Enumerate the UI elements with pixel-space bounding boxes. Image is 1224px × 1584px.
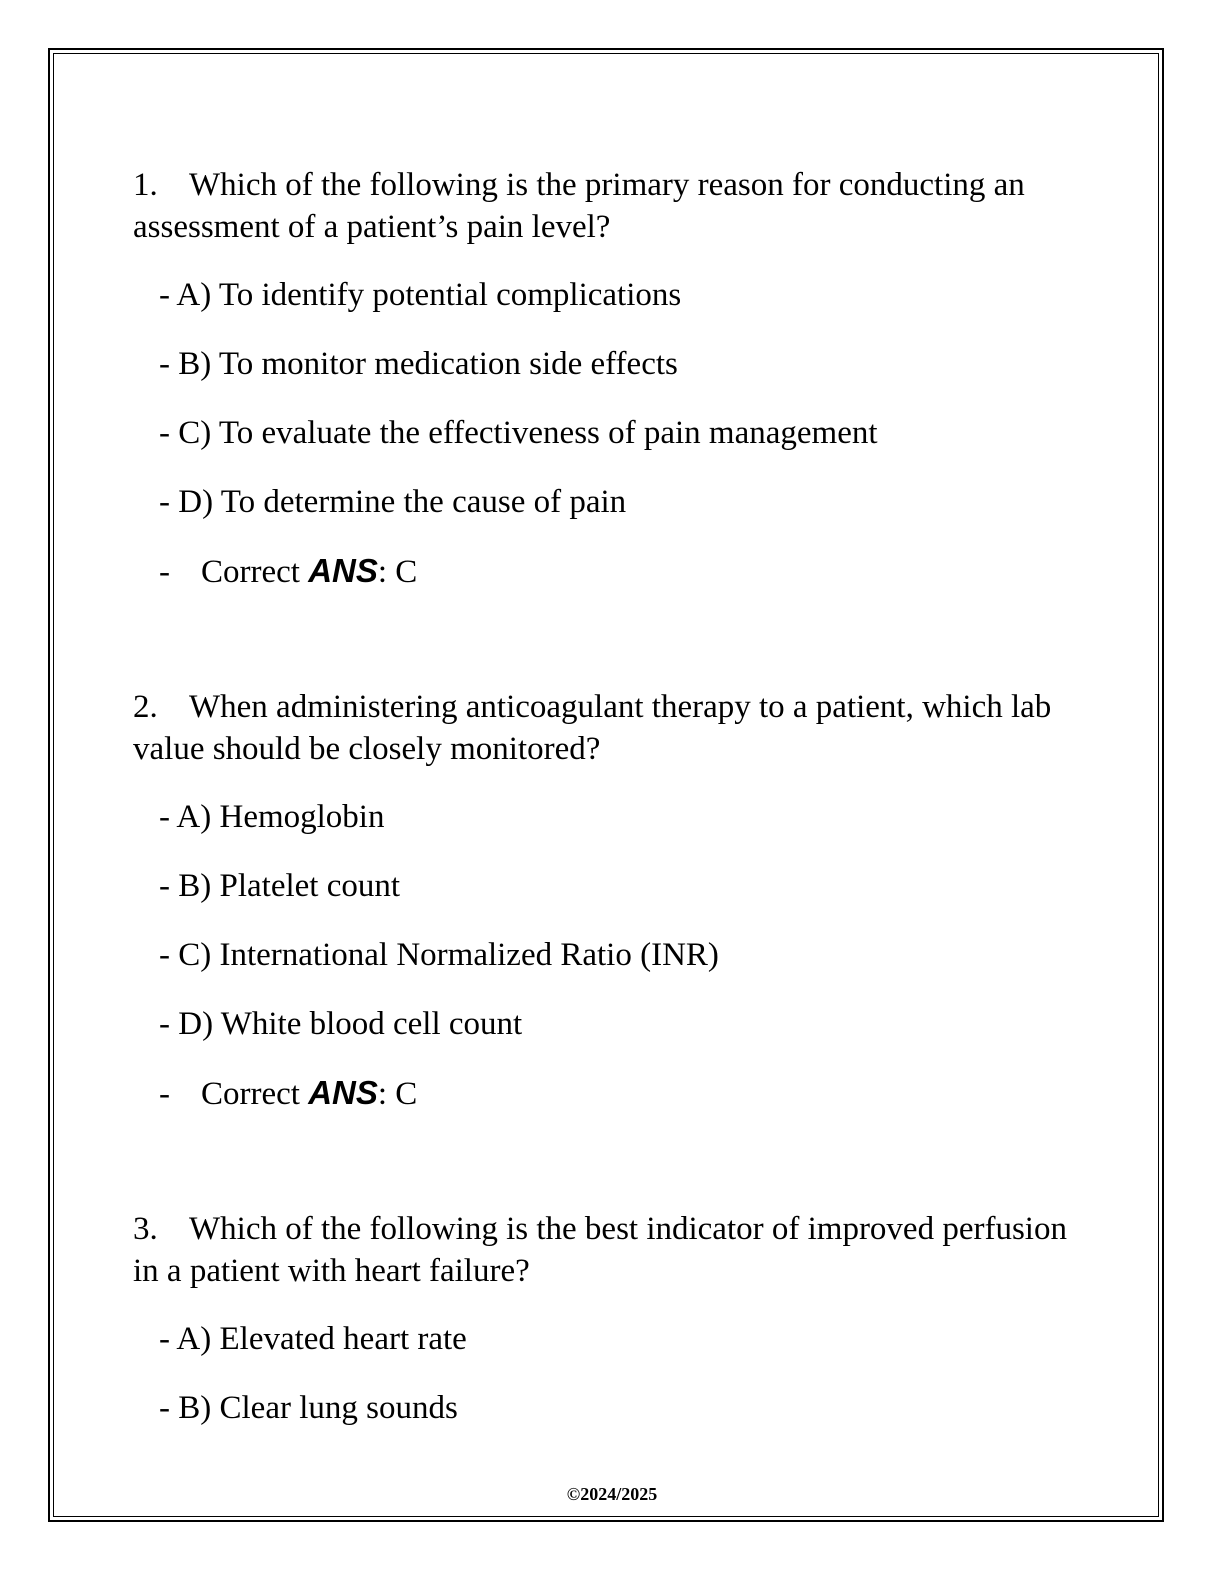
option-c: - C) International Normalized Ratio (INR) [159, 937, 719, 973]
question-1 [133, 164, 1093, 686]
ans-label: ANS [308, 552, 378, 589]
answer-word: Correct [201, 1076, 300, 1112]
option-a: - A) Hemoglobin [159, 799, 385, 835]
answer-dash: - [159, 554, 170, 590]
copyright-footer: ©2024/2025 [566, 1484, 658, 1504]
answer-dash: - [159, 1076, 170, 1112]
answer-word: Correct [201, 554, 300, 590]
option-list [133, 274, 1093, 592]
document-content [133, 164, 1093, 1456]
option-a: - A) Elevated heart rate [159, 1321, 467, 1357]
question-stem: Which of the following is the best indicator of improved perfusion in a patient with heart failure? [133, 1211, 1067, 1289]
question-number: 1. [133, 167, 158, 203]
option-c: - C) To evaluate the effectiveness of pain management [159, 415, 878, 451]
question-3 [133, 1208, 1093, 1429]
correct-answer [159, 550, 1093, 592]
question-number: 3. [133, 1211, 158, 1247]
question-text [133, 686, 1093, 770]
question-text [133, 1208, 1093, 1292]
answer-value: : C [377, 554, 418, 590]
question-number: 2. [133, 689, 158, 725]
ans-label: ANS [308, 1074, 378, 1111]
correct-answer [159, 1072, 1093, 1114]
answer-value: : C [377, 1076, 418, 1112]
option-a: - A) To identify potential complications [159, 277, 682, 313]
question-stem: Which of the following is the primary reason for conducting an assessment of a patient’s pain level? [133, 167, 1025, 245]
question-stem: When administering anticoagulant therapy to a patient, which lab value should be closely monitored? [133, 689, 1052, 767]
question-text [133, 164, 1093, 248]
question-2 [133, 686, 1093, 1208]
option-b: - B) To monitor medication side effects [159, 346, 678, 382]
option-b: - B) Clear lung sounds [159, 1390, 458, 1426]
option-d: - D) To determine the cause of pain [159, 484, 627, 520]
option-list [133, 796, 1093, 1114]
option-list [133, 1318, 1093, 1429]
option-b: - B) Platelet count [159, 868, 401, 904]
option-d: - D) White blood cell count [159, 1006, 523, 1042]
